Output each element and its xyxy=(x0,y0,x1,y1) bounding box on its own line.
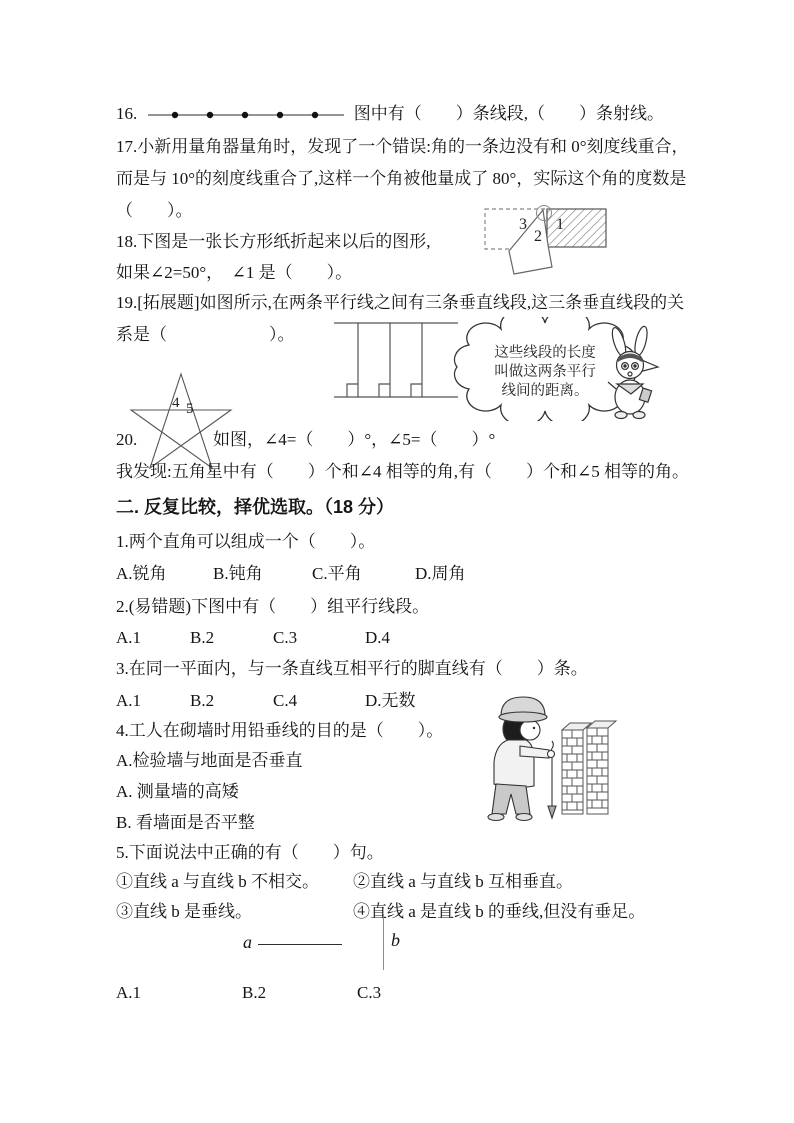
q18-angle2-label: 2 xyxy=(534,228,542,245)
s2q2-option-c: C.3 xyxy=(273,628,298,647)
q18-angle3-label: 3 xyxy=(519,216,527,233)
s2q3-text: 3.在同一平面内，与一条直线互相平行的脚直线有（ ）条。 xyxy=(116,659,588,678)
q16-text: 图中有（ ）条线段,（ ）条射线。 xyxy=(353,104,664,123)
line-a xyxy=(258,944,342,945)
s2q2-option-a: A.1 xyxy=(116,628,142,647)
s2q5-option-a: A.1 xyxy=(116,983,142,1002)
q16-number: 16. xyxy=(116,104,138,123)
worker-plumb-line-figure xyxy=(446,688,618,828)
line-b xyxy=(383,914,384,970)
q20-text-line1: 如图，∠4=（ ）°，∠5=（ ）° xyxy=(213,430,496,449)
bubble-text-line1: 这些线段的长度 xyxy=(494,345,596,361)
q16-dotted-line-figure xyxy=(147,106,345,122)
q19-text-line1: 19.[拓展题]如图所示,在两条平行线之间有三条垂直线段,这三条垂直线段的关 xyxy=(116,293,685,312)
s2q4-text: 4.工人在砌墙时用铅垂线的目的是（ ）。 xyxy=(116,721,444,740)
s2q4-option-3: B. 看墙面是否平整 xyxy=(116,813,255,832)
line-b-label: b xyxy=(391,930,400,950)
s2q5-statement-2: ②直线 a 与直线 b 互相垂直。 xyxy=(353,872,574,891)
section2-title: 二. 反复比较，择优选取。（18 分） xyxy=(116,497,395,517)
s2q5-option-c: C.3 xyxy=(357,983,382,1002)
q20-angle5-label: 5 xyxy=(186,401,194,417)
q16-line xyxy=(116,103,664,125)
s2q2-option-d: D.4 xyxy=(365,628,391,647)
line-a-label: a xyxy=(243,932,252,952)
q20-star-figure xyxy=(129,371,237,473)
q18-text-line1: 18.下图是一张长方形纸折起来以后的图形, xyxy=(116,232,431,251)
bubble-text-line3: 线间的距离。 xyxy=(501,383,589,399)
q19-text-line2: 系是（ ）。 xyxy=(116,325,295,344)
q18-text-line2: 如果∠2=50°， ∠1 是（ ）。 xyxy=(116,263,353,282)
s2q1-option-a: A.锐角 xyxy=(116,564,167,583)
q19-parallel-lines-figure xyxy=(334,314,462,404)
s2q3-option-a: A.1 xyxy=(116,691,142,710)
s2q1-text: 1.两个直角可以组成一个（ ）。 xyxy=(116,532,376,551)
q17-text-line1: 17.小新用量角器量角时，发现了一个错误:角的一条边没有和 0°刻度线重合， xyxy=(116,137,689,156)
s2q4-option-2: A. 测量墙的高矮 xyxy=(116,782,239,801)
q18-angle1-label: 1 xyxy=(556,216,564,233)
s2q3-option-c: C.4 xyxy=(273,691,298,710)
s2q5-statement-4: ④直线 a 是直线 b 的垂线,但没有垂足。 xyxy=(353,902,646,921)
s2q2-option-b: B.2 xyxy=(190,628,215,647)
q18-folded-paper-figure xyxy=(480,203,612,295)
s2q1-option-b: B.钝角 xyxy=(213,564,263,583)
s2q1-option-d: D.周角 xyxy=(415,564,466,583)
s2q1-option-c: C.平角 xyxy=(312,564,362,583)
q20-text-line2: 我发现:五角星中有（ ）个和∠4 相等的角,有（ ）个和∠5 相等的角。 xyxy=(116,462,689,481)
bubble-text-line2: 叫做这两条平行 xyxy=(494,364,596,380)
q17-text-line3: （ ）。 xyxy=(116,201,193,220)
s2q5-option-b: B.2 xyxy=(242,983,267,1002)
s2q3-option-b: B.2 xyxy=(190,691,215,710)
q20-number: 20. xyxy=(116,430,138,449)
s2q5-statement-1: ①直线 a 与直线 b 不相交。 xyxy=(116,872,320,891)
s2q5-text: 5.下面说法中正确的有（ ）句。 xyxy=(116,843,384,862)
s2q3-option-d: D.无数 xyxy=(365,691,416,710)
s2q2-text: 2.(易错题)下图中有（ ）组平行线段。 xyxy=(116,597,430,616)
q17-text-line2: 而是与 10°的刻度线重合了,这样一个角被他量成了 80°，实际这个角的度数是 xyxy=(116,169,687,188)
rabbit-icon xyxy=(601,325,663,421)
q20-angle4-label: 4 xyxy=(172,395,180,411)
s2q5-statement-3: ③直线 b 是垂线。 xyxy=(116,902,252,921)
s2q4-option-1: A.检验墙与地面是否垂直 xyxy=(116,751,303,770)
